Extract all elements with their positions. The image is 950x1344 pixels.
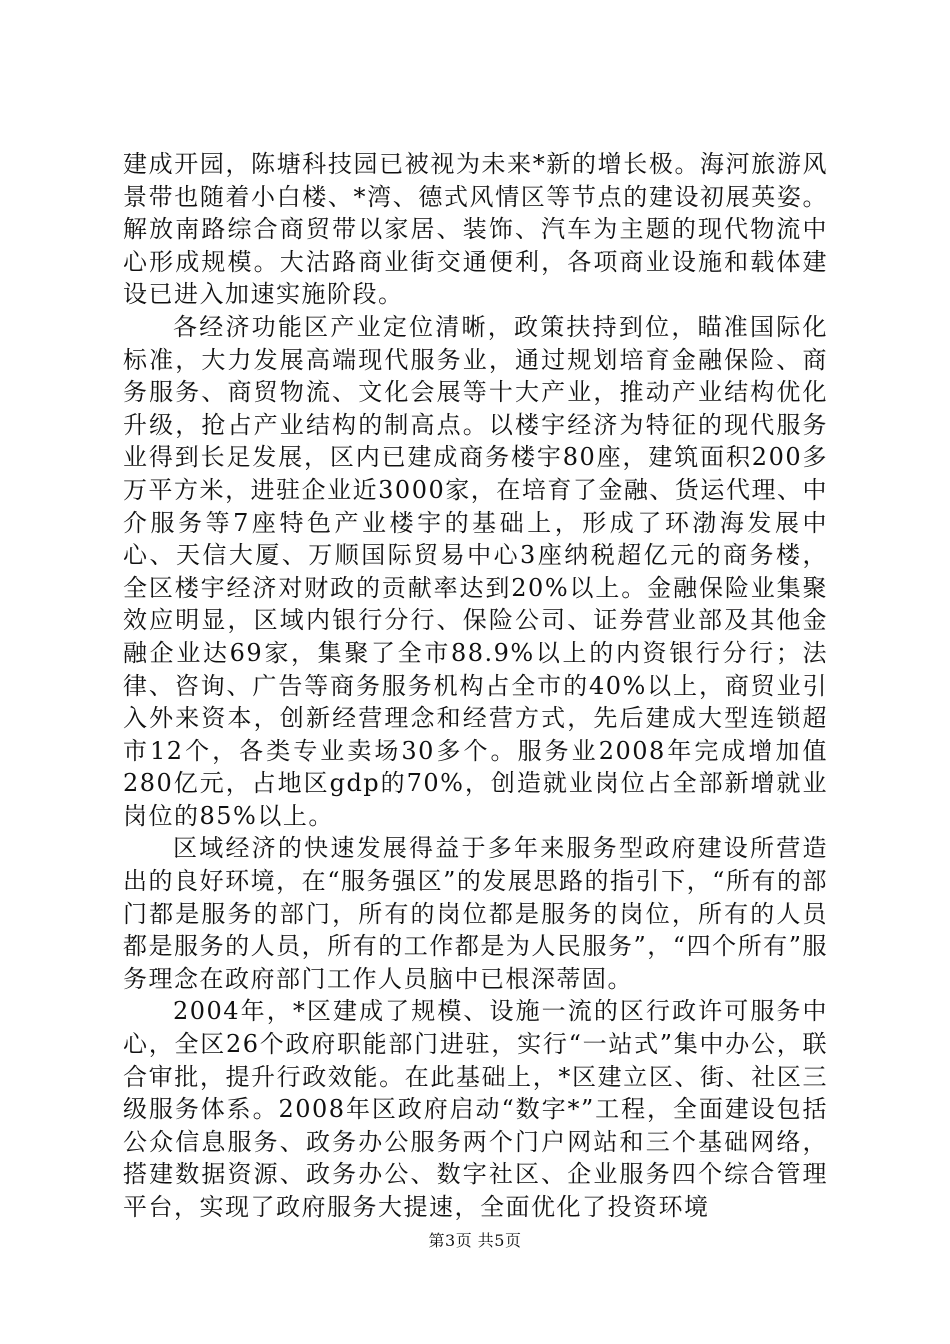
paragraph-1: 建成开园，陈塘科技园已被视为未来*新的增长极。海河旅游风景带也随着小白楼、*湾、德式风情区等节点的建设初展英姿。解放南路综合商贸带以家居、装饰、汽车为主题的现代物流中心形成规模。大沽路商业街交通便利，各项商业设施和载体建设已进入加速实施阶段。 — [123, 150, 828, 309]
document-body — [123, 148, 828, 1224]
paragraph-4: 2004年，*区建成了规模、设施一流的区行政许可服务中心，全区26个政府职能部门进驻，实行“一站式”集中办公，联合审批，提升行政效能。在此基础上，*区建立区、街、社区三级服务体系。2008年区政府启动“数字*”工程，全面建设包括公众信息服务、政务办公服务两个门户网站和三个基础网络，搭建数据资源、政务办公、数字社区、企业服务四个综合管理平台，实现了政府服务大提速，全面优化了投资环境 — [123, 997, 828, 1221]
paragraph-3: 区域经济的快速发展得益于多年来服务型政府建设所营造出的良好环境，在“服务强区”的发展思路的指引下，“所有的部门都是服务的部门，所有的岗位都是服务的岗位，所有的人员都是服务的人员，所有的工作都是为人民服务”，“四个所有”服务理念在政府部门工作人员脑中已根深蒂固。 — [123, 834, 828, 993]
paragraph-2: 各经济功能区产业定位清晰，政策扶持到位，瞄准国际化标准，大力发展高端现代服务业，通过规划培育金融保险、商务服务、商贸物流、文化会展等十大产业，推动产业结构优化升级，抢占产业结构的制高点。以楼宇经济为特征的现代服务业得到长足发展，区内已建成商务楼宇80座，建筑面积200多万平方米，进驻企业近3000家，在培育了金融、货运代理、中介服务等7座特色产业楼宇的基础上，形成了环渤海发展中心、天信大厦、万顺国际贸易中心3座纳税超亿元的商务楼，全区楼宇经济对财政的贡献率达到20%以上。金融保险业集聚效应明显，区域内银行分行、保险公司、证券营业部及其他金融企业达69家，集聚了全市88.9%以上的内资银行分行；法律、咨询、广告等商务服务机构占全市的40%以上，商贸业引入外来资本，创新经营理念和经营方式，先后建成大型连锁超市12个，各类专业卖场30多个。服务业2008年完成增加值280亿元，占地区gdp的70%，创造就业岗位占全部新增就业岗位的85%以上。 — [123, 312, 828, 830]
page-footer: 第3页 共5页 — [428, 1231, 522, 1250]
